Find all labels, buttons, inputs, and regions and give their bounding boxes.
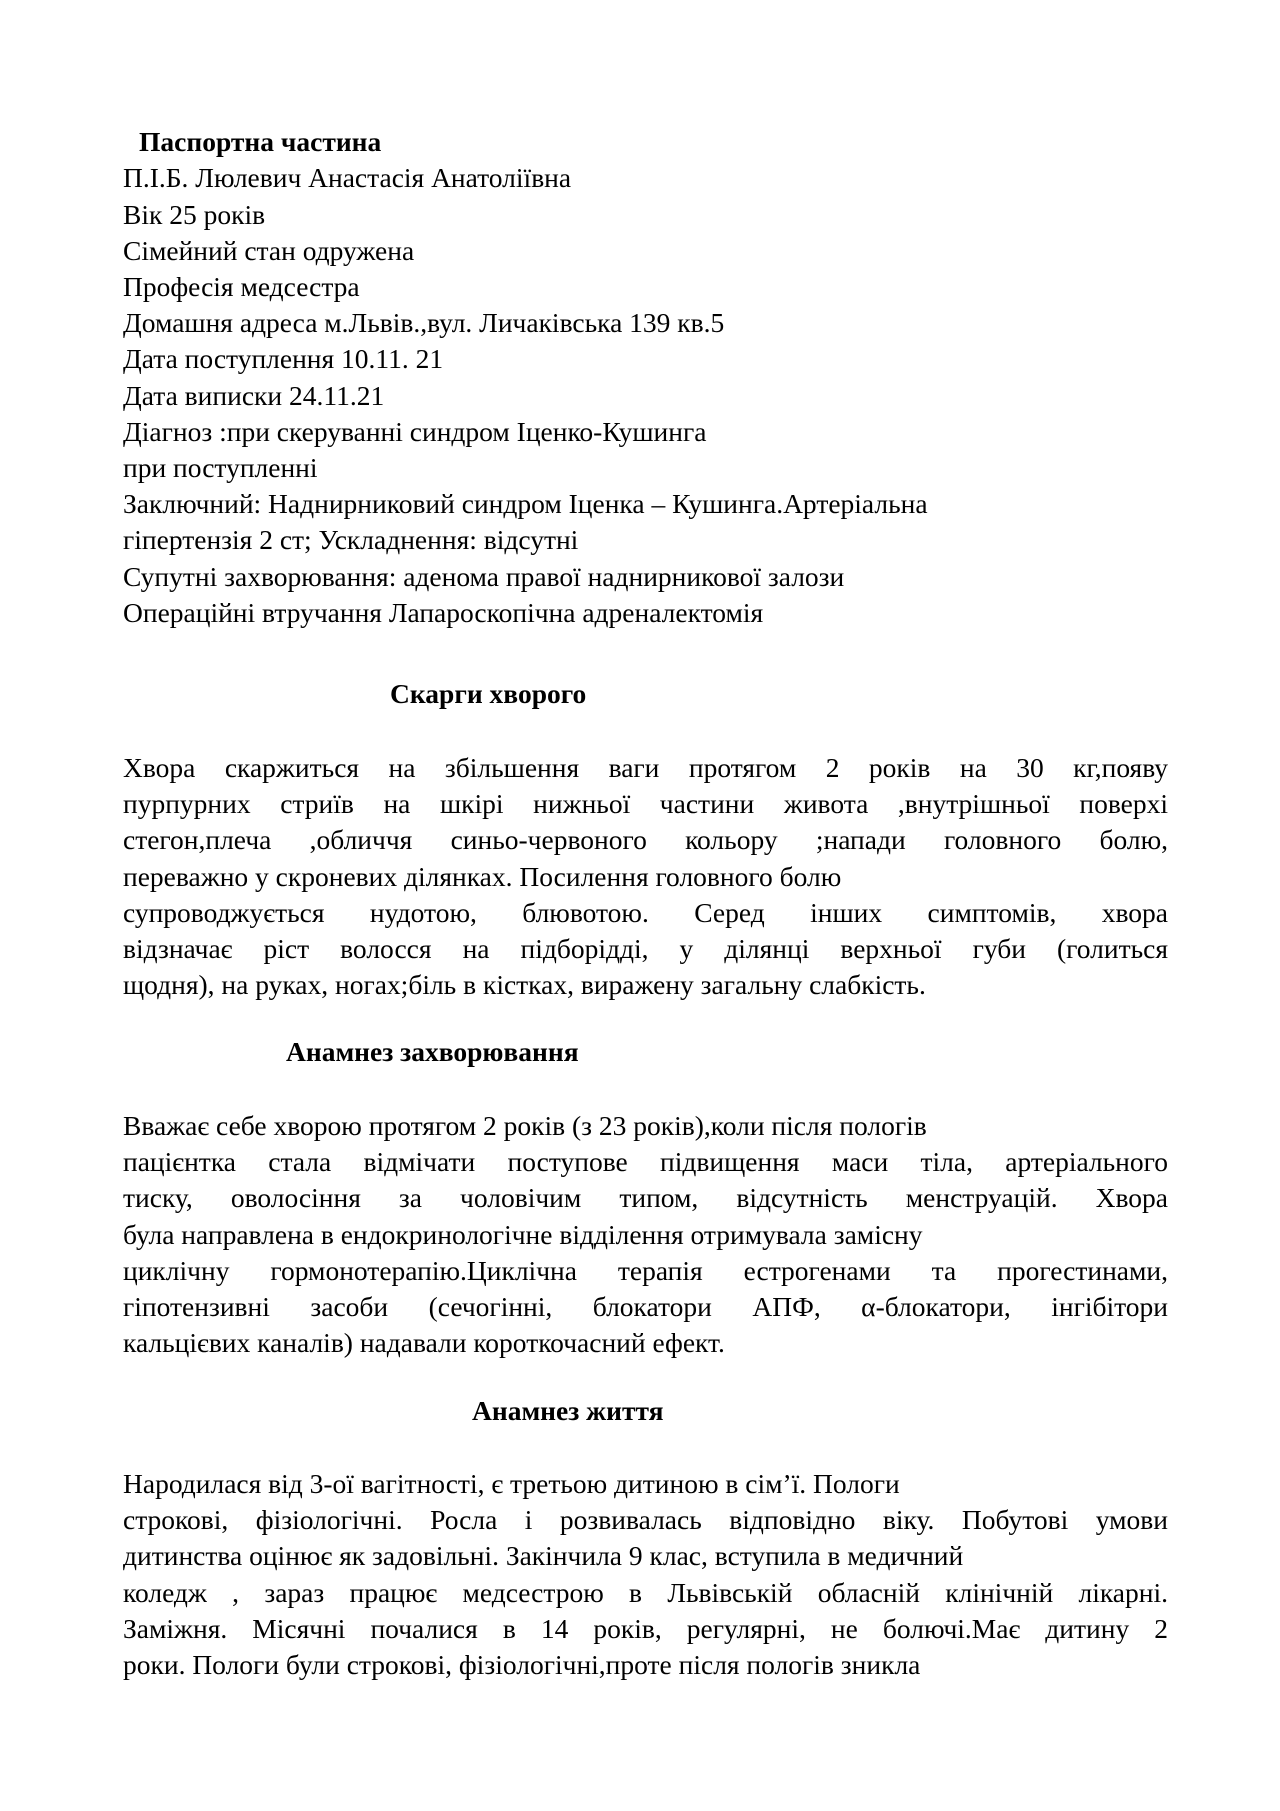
passport-line: Супутні захворювання: аденома правої наднирникової залози: [123, 561, 845, 592]
paragraph-line: тиску, оволосіння за чоловічим типом, відсутність менструацій. Хвора: [123, 1182, 1168, 1214]
passport-line: Вік 25 років: [123, 199, 266, 230]
paragraph-line: Народилася від 3-ої вагітності, є третьою дитиною в сім’ї. Пологи: [123, 1468, 900, 1499]
paragraph-line: роки. Пологи були строкові, фізіологічні,проте після пологів зникла: [123, 1649, 921, 1681]
paragraph-line: відзначає ріст волосся на підборідді, у ділянці верхньої губи (голиться: [123, 933, 1168, 965]
paragraph-line: коледж , зараз працює медсестрою в Львівській обласній клінічній лікарні.: [123, 1576, 1168, 1608]
passport-line: Сімейний стан одружена: [123, 235, 415, 266]
passport-line: гіпертензія 2 ст; Ускладнення: відсутні: [123, 524, 579, 555]
paragraph-line: строкові, фізіологічні. Росла і розвивалась відповідно віку. Побутові умови: [123, 1504, 1168, 1536]
life-history-heading: Анамнез життя: [472, 1395, 664, 1426]
disease-history-paragraph: [123, 1108, 1168, 1361]
passport-line: Домашня адреса м.Львів.,вул. Личаківська 139 кв.5: [123, 307, 725, 338]
paragraph-line: Хвора скаржиться на збільшення ваги протягом 2 років на 30 кг,появу: [123, 752, 1168, 783]
paragraph-line: щодня), на руках, ногах;біль в кістках, виражену загальну слабкість.: [123, 969, 926, 1001]
paragraph-line: дитинства оцінює як задовільні. Закінчила 9 клас, вступила в медичний: [123, 1540, 964, 1572]
passport-line: П.І.Б. Люлевич Анастасія Анатоліївна: [123, 162, 572, 193]
passport-line: Операційні втручання Лапароскопічна адреналектомія: [123, 597, 764, 628]
complaints-paragraph: [123, 750, 1168, 1003]
passport-line: Діагноз :при скеруванні синдром Іценко-Кушинга: [123, 416, 707, 447]
passport-line: Професія медсестра: [123, 271, 360, 302]
paragraph-line: стегон,плеча ,обличчя синьо-червоного кольору ;напади головного болю,: [123, 824, 1168, 856]
paragraph-line: пурпурних стриїв на шкірі нижньої частини живота ,внутрішньої поверхі: [123, 788, 1168, 820]
passport-line: Дата виписки 24.11.21: [123, 380, 385, 411]
paragraph-line: Заміжня. Місячні почалися в 14 років, регулярні, не болючі.Має дитину 2: [123, 1612, 1168, 1644]
life-history-paragraph: [123, 1466, 1168, 1683]
disease-history-heading: Анамнез захворювання: [286, 1036, 579, 1067]
paragraph-line: супроводжується нудотою, блювотою. Серед інших симптомів, хвора: [123, 896, 1168, 928]
paragraph-line: переважно у скроневих ділянках. Посилення головного болю: [123, 860, 842, 892]
paragraph-line: була направлена в ендокринологічне відділення отримувала замісну: [123, 1218, 923, 1250]
passport-line: Заключний: Наднирниковий синдром Іценка – Кушинга.Артеріальна: [123, 488, 928, 519]
paragraph-line: гіпотензивні засоби (сечогінні, блокатори АПФ, α-блокатори, інгібітори: [123, 1291, 1168, 1323]
complaints-heading: Скарги хворого: [390, 678, 587, 709]
paragraph-line: циклічну гормонотерапію.Циклічна терапія естрогенами та прогестинами,: [123, 1254, 1168, 1286]
passport-line: Дата поступлення 10.11. 21: [123, 343, 444, 374]
paragraph-line: Вважає себе хворою протягом 2 років (з 23 років),коли після пологів: [123, 1110, 927, 1141]
paragraph-line: кальцієвих каналів) надавали короткочасний ефект.: [123, 1327, 725, 1359]
paragraph-line: пацієнтка стала відмічати поступове підвищення маси тіла, артеріального: [123, 1146, 1168, 1178]
passport-heading: Паспортна частина: [139, 126, 382, 157]
passport-line: при поступленні: [123, 452, 318, 483]
